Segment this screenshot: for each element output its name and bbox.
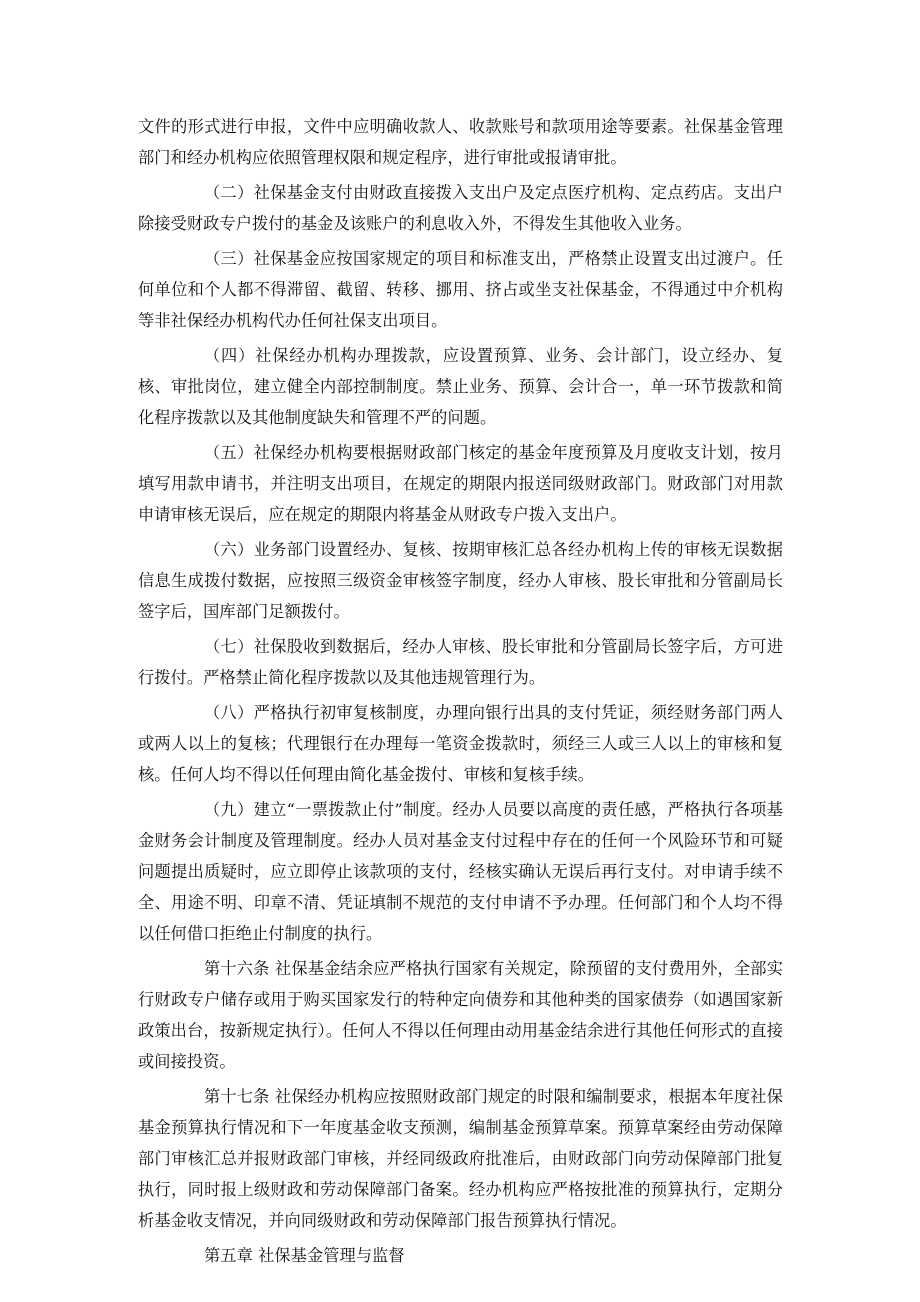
paragraph-item-4: （四）社保经办机构办理拨款，应设置预算、业务、会计部门，设立经办、复核、审批岗位，建立健全内部控制制度。禁止业务、预算、会计合一，单一环节拨款和简化程序拨款以及其他制度缺失和管理不严的问题。 xyxy=(138,346,783,427)
paragraph-article-16: 第十六条 社保基金结余应严格执行国家有关规定，除预留的支付费用外，全部实行财政专户储存或用于购买国家发行的特种定向债券和其他种类的国家债券（如遇国家新政策出台，按新规定执行）。任何人不得以任何理由动用基金结余进行其他任何形式的直接或间接投资。 xyxy=(138,959,783,1071)
chapter-heading: 第五章 社保基金管理与监督 xyxy=(204,1246,405,1265)
paragraph-item-3: （三）社保基金应按国家规定的项目和标准支出，严格禁止设置支出过渡户。任何单位和个人都不得滞留、截留、转移、挪用、挤占或坐支社保基金，不得通过中介机构等非社保经办机构代办任何社保支出项目。 xyxy=(138,249,783,330)
paragraph-item-6: （六）业务部门设置经办、复核、按期审核汇总各经办机构上传的审核无误数据信息生成拨付数据，应按照三级资金审核签字制度，经办人审核、股长审批和分管副局长签字后，国库部门足额拨付。 xyxy=(138,540,783,621)
paragraph-item-9: （九）建立“一票拨款止付”制度。经办人员要以高度的责任感，严格执行各项基金财务会计制度及管理制度。经办人员对基金支付过程中存在的任何一个风险环节和可疑问题提出质疑时，应立即停止该款项的支付，经核实确认无误后再行支付。对申请手续不全、用途不明、印章不清、凭证填制不规范的支付申请不予办理。任何部门和个人均不得以任何借口拒绝止付制度的执行。 xyxy=(138,800,783,943)
paragraph-item-7: （七）社保股收到数据后，经办人审核、股长审批和分管副局长签字后，方可进行拨付。严格禁止简化程序拨款以及其他违规管理行为。 xyxy=(138,637,783,687)
paragraph-continuation: 文件的形式进行申报，文件中应明确收款人、收款账号和款项用途等要素。社保基金管理部门和经办机构应依照管理权限和规定程序，进行审批或报请审批。 xyxy=(138,117,783,167)
document-body xyxy=(138,111,783,1271)
paragraph-article-17: 第十七条 社保经办机构应按照财政部门规定的时限和编制要求，根据本年度社保基金预算执行情况和下一年度基金收支预测，编制基金预算草案。预算草案经由劳动保障部门审核汇总并报财政部门审核，并经同级政府批准后，由财政部门向劳动保障部门批复执行，同时报上级财政和劳动保障部门备案。经办机构应严格按批准的预算执行，定期分析基金收支情况，并向同级财政和劳动保障部门报告预算执行情况。 xyxy=(138,1087,783,1230)
paragraph-item-5: （五）社保经办机构要根据财政部门核定的基金年度预算及月度收支计划，按月填写用款申请书，并注明支出项目，在规定的期限内报送同级财政部门。财政部门对用款申请审核无误后，应在规定的期限内将基金从财政专户拨入支出户。 xyxy=(138,443,783,524)
paragraph-item-8: （八）严格执行初审复核制度，办理向银行出具的支付凭证，须经财务部门两人或两人以上的复核；代理银行在办理每一笔资金拨款时，须经三人或三人以上的审核和复核。任何人均不得以任何理由简化基金拨付、审核和复核手续。 xyxy=(138,703,783,784)
paragraph-item-2: （二）社保基金支付由财政直接拨入支出户及定点医疗机构、定点药店。支出户除接受财政专户拨付的基金及该账户的利息收入外，不得发生其他收入业务。 xyxy=(138,183,783,233)
